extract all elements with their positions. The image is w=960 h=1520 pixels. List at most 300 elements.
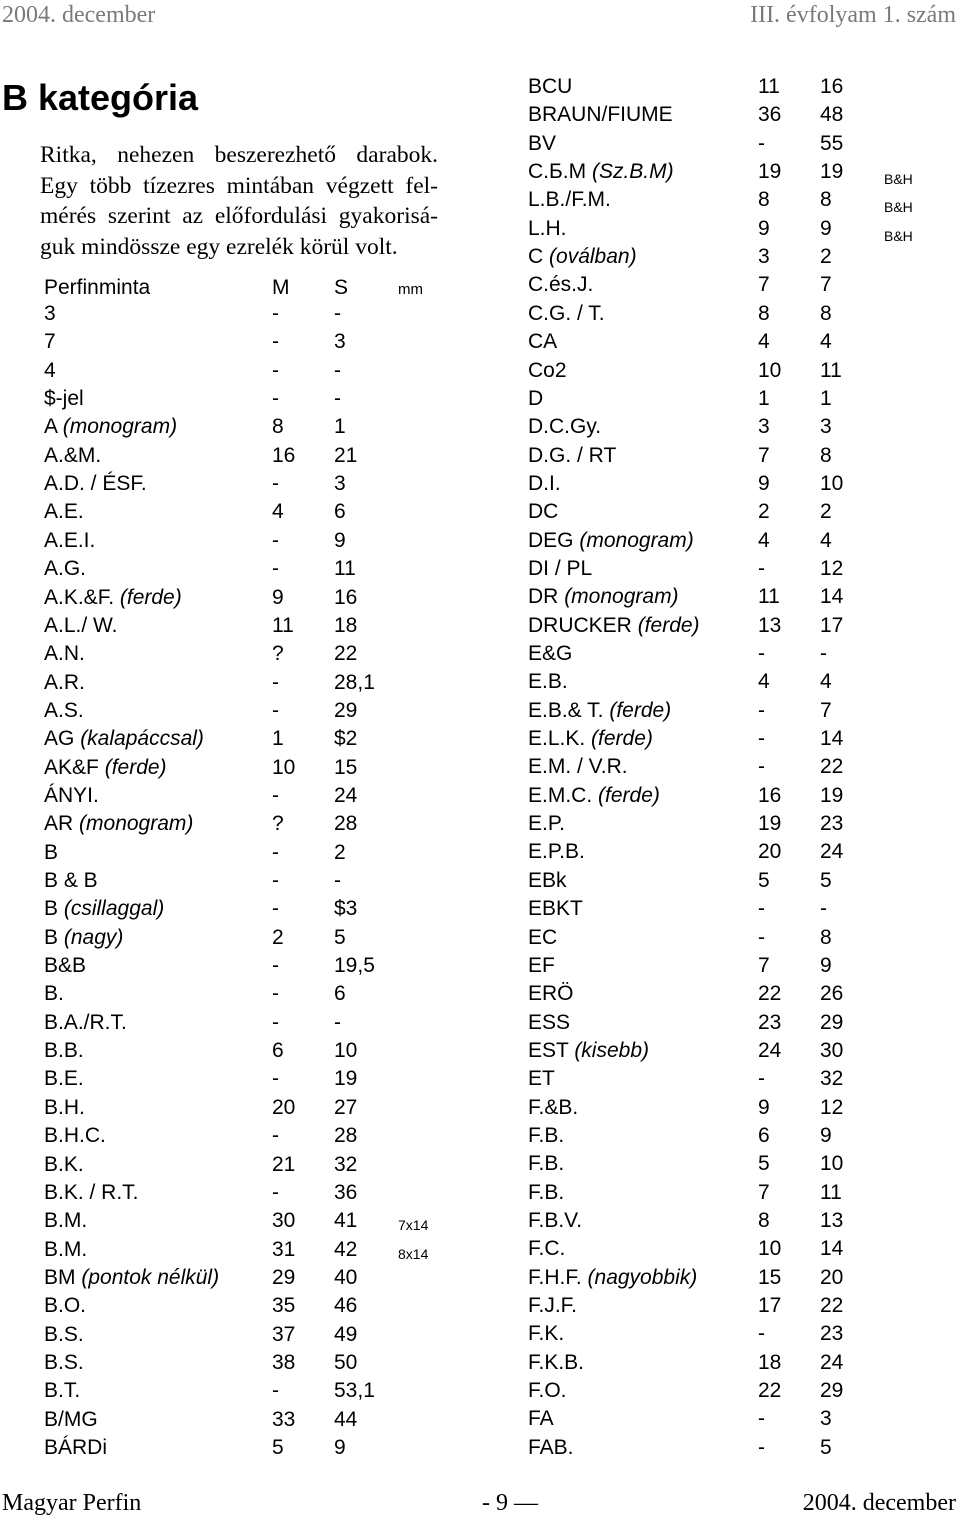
perfin-name-text: B.H.C. xyxy=(44,1124,106,1148)
perfin-name-text: A.L./ W. xyxy=(44,613,118,637)
perfin-name xyxy=(528,640,572,668)
value-s: 36 xyxy=(334,1180,358,1204)
table-row xyxy=(44,470,464,498)
table-row xyxy=(44,442,464,470)
perfin-name-text: EC xyxy=(528,925,558,949)
value-s: - xyxy=(334,302,341,325)
perfin-name-text: C.G. / T. xyxy=(528,301,605,325)
value-m: 9 xyxy=(758,471,770,495)
value-s: 11 xyxy=(334,557,356,581)
table-row xyxy=(44,1349,464,1377)
footer-page-number: - 9 — xyxy=(482,1490,538,1516)
perfin-name-text: F.J.F. xyxy=(528,1294,578,1318)
value-s: 29 xyxy=(820,1379,844,1403)
perfin-name xyxy=(528,470,561,498)
perfin-name xyxy=(44,1377,80,1405)
perfin-name-text: B xyxy=(44,840,59,864)
value-m: 7 xyxy=(758,1180,770,1204)
table-row xyxy=(528,328,928,356)
value-m: 8 xyxy=(758,188,770,212)
perfin-description: (monogram) xyxy=(564,585,679,609)
value-m: - xyxy=(272,869,279,892)
perfin-name xyxy=(528,583,679,611)
perfin-name xyxy=(44,782,99,810)
perfin-name-text: ERÖ xyxy=(528,982,574,1006)
value-s: - xyxy=(334,358,341,382)
perfin-description: (ferde) xyxy=(119,585,182,609)
table-row xyxy=(528,186,928,214)
perfin-name-text: ET xyxy=(528,1067,555,1091)
perfin-name-text: BM xyxy=(44,1265,76,1289)
value-m: - xyxy=(758,1322,765,1346)
perfin-name xyxy=(44,867,98,895)
value-s: 5 xyxy=(334,925,346,949)
perfin-name-text: FA xyxy=(528,1407,554,1431)
perfin-name xyxy=(44,1009,127,1037)
value-s: 8 xyxy=(820,925,832,949)
perfin-name xyxy=(44,669,85,697)
value-m: 10 xyxy=(758,358,782,382)
perfin-name-text: DRUCKER xyxy=(528,613,632,637)
perfin-name-text: E.L.K. xyxy=(528,727,586,751)
value-s: 13 xyxy=(820,1209,844,1232)
table-row xyxy=(44,1321,464,1349)
perfin-name xyxy=(528,1264,697,1292)
value-s: 14 xyxy=(820,727,844,751)
table-row xyxy=(528,980,928,1008)
value-m: 1 xyxy=(272,727,284,751)
table-row xyxy=(44,1377,464,1405)
value-m: - xyxy=(272,528,279,552)
perfin-name-text: Co2 xyxy=(528,358,567,382)
table-row xyxy=(528,640,928,668)
perfin-name xyxy=(528,385,543,413)
perfin-name-text: EST xyxy=(528,1038,569,1062)
perfin-name-text: BRAUN/FIUME xyxy=(528,103,673,127)
value-s: 14 xyxy=(820,1237,844,1261)
value-s: 11 xyxy=(820,1180,842,1204)
value-m: - xyxy=(758,698,765,722)
perfin-name-text: A.R. xyxy=(44,670,85,694)
perfin-name xyxy=(44,810,193,838)
value-m: 8 xyxy=(758,1209,770,1232)
value-m: 9 xyxy=(758,1095,770,1119)
table-row xyxy=(528,527,928,555)
perfin-name xyxy=(44,1434,107,1462)
table-row xyxy=(528,271,928,299)
value-m: 7 xyxy=(758,273,770,297)
perfin-name xyxy=(44,385,84,413)
perfin-name-text: A.N. xyxy=(44,642,85,666)
value-s: 3 xyxy=(334,330,346,354)
perfin-name xyxy=(528,498,558,526)
value-s: 12 xyxy=(820,556,844,580)
value-s: - xyxy=(820,897,827,921)
value-m: 24 xyxy=(758,1038,782,1062)
perfin-name xyxy=(44,1321,84,1349)
perfin-name xyxy=(44,1349,84,1377)
perfin-name xyxy=(44,1065,84,1093)
table-row xyxy=(528,470,928,498)
perfin-name xyxy=(44,1292,86,1320)
table-row xyxy=(528,668,928,696)
perfin-name xyxy=(44,584,182,612)
value-m: 9 xyxy=(272,585,284,609)
table-row xyxy=(44,498,464,526)
value-m: 2 xyxy=(272,925,284,949)
table-row xyxy=(44,754,464,782)
perfin-name-text: AR xyxy=(44,812,74,836)
value-s: 7 xyxy=(820,273,832,297)
value-m: - xyxy=(272,387,279,411)
perfin-name-text: E.B. xyxy=(528,670,568,694)
value-s: 42 xyxy=(334,1237,358,1261)
value-s: 9 xyxy=(334,528,346,552)
table-row xyxy=(528,1292,928,1320)
perfin-name-text: AK&F xyxy=(44,755,99,779)
value-m: 1 xyxy=(758,386,770,410)
table-row xyxy=(528,385,928,413)
value-m: 3 xyxy=(758,415,770,439)
value-s: 3 xyxy=(334,472,346,496)
table-row xyxy=(528,1320,928,1348)
perfin-name-text: A.S. xyxy=(44,698,84,722)
perfin-name xyxy=(528,1235,565,1263)
table-row xyxy=(44,1406,464,1434)
value-s: 18 xyxy=(334,613,358,637)
perfin-name-text: E.B.& T. xyxy=(528,698,604,722)
perfin-name xyxy=(528,555,592,583)
value-s: 8 xyxy=(820,188,832,212)
table-row xyxy=(44,300,464,328)
value-s: - xyxy=(820,642,827,665)
value-m: - xyxy=(272,302,279,325)
value-m: 30 xyxy=(272,1209,296,1233)
perfin-name-text: B.S. xyxy=(44,1322,84,1346)
table-row xyxy=(528,73,928,101)
value-m: - xyxy=(272,557,279,581)
value-s: - xyxy=(334,869,341,892)
perfin-name-text: F.B. xyxy=(528,1152,565,1176)
perfin-name-text: BCU xyxy=(528,75,573,98)
value-s: 12 xyxy=(820,1095,844,1119)
perfin-name xyxy=(528,782,660,810)
value-m: - xyxy=(758,755,765,779)
column-header-mm: mm xyxy=(398,281,423,298)
value-m: 4 xyxy=(758,528,770,552)
table-row xyxy=(528,1037,928,1065)
value-s: 30 xyxy=(820,1038,844,1062)
perfin-name-text: B.M. xyxy=(44,1237,88,1261)
header-date: 2004. december xyxy=(2,2,156,28)
value-s: 4 xyxy=(820,528,832,552)
value-m: 22 xyxy=(758,1379,782,1403)
perfin-name xyxy=(528,697,671,725)
table-row xyxy=(528,498,928,526)
perfin-name xyxy=(528,1434,574,1462)
value-s: $2 xyxy=(334,727,358,751)
perfin-name-text: D xyxy=(528,386,544,410)
value-note: B&H xyxy=(884,199,913,216)
value-s: 8 xyxy=(820,301,832,325)
value-s: 3 xyxy=(820,1407,832,1431)
value-s: 41 xyxy=(334,1209,358,1233)
table-row xyxy=(528,725,928,753)
perfin-name xyxy=(44,357,56,385)
value-m: 4 xyxy=(272,500,284,524)
perfin-name xyxy=(44,640,85,668)
perfin-name xyxy=(528,810,565,838)
value-m: 11 xyxy=(758,585,780,609)
value-m: - xyxy=(272,1180,279,1204)
value-s: 53,1 xyxy=(334,1379,375,1403)
perfin-name-text: A.D. / ÉSF. xyxy=(44,472,147,496)
table-row xyxy=(44,810,464,838)
value-s: 1 xyxy=(334,415,346,439)
perfin-name xyxy=(528,73,572,101)
intro-line: mérés szerint az előfordulási gyakorisá- xyxy=(40,203,438,229)
page-title: B kategória xyxy=(2,77,199,118)
perfin-name-text: B.H. xyxy=(44,1095,85,1119)
value-s: 44 xyxy=(334,1407,358,1431)
value-s: 10 xyxy=(334,1039,358,1063)
table-row xyxy=(44,1434,464,1462)
value-m: 23 xyxy=(758,1010,782,1034)
table-row xyxy=(528,1405,928,1433)
value-s: 2 xyxy=(820,500,832,524)
value-s: 21 xyxy=(334,443,358,467)
perfin-name-text: B.O. xyxy=(44,1294,87,1318)
perfin-name-text: B.B. xyxy=(44,1039,84,1063)
perfin-name-text: B xyxy=(44,925,59,949)
perfin-name xyxy=(528,271,593,299)
table-row xyxy=(528,300,928,328)
value-m: 4 xyxy=(758,330,770,354)
value-m: 3 xyxy=(758,245,770,269)
value-m: 5 xyxy=(272,1436,284,1459)
value-m: - xyxy=(272,1124,279,1148)
perfin-name xyxy=(528,895,583,923)
value-note: B&H xyxy=(884,171,913,188)
perfin-name xyxy=(528,413,601,441)
table-row xyxy=(44,839,464,867)
table-row xyxy=(528,697,928,725)
value-s: 1 xyxy=(820,386,832,410)
intro-line: Ritka, nehezen beszerezhető darabok. xyxy=(40,142,438,168)
table-row xyxy=(528,1094,928,1122)
value-m: 20 xyxy=(758,840,782,864)
table-row xyxy=(44,952,464,980)
value-s: 32 xyxy=(334,1152,358,1176)
perfin-name-text: A.E. xyxy=(44,500,84,524)
value-m: 11 xyxy=(758,75,780,98)
table-row xyxy=(528,101,928,129)
perfin-name-text: F.&B. xyxy=(528,1095,579,1119)
value-m: 38 xyxy=(272,1350,296,1374)
value-s: 49 xyxy=(334,1322,358,1346)
perfin-name xyxy=(44,1179,139,1207)
table-row xyxy=(44,1009,464,1037)
value-s: 8 xyxy=(820,443,832,467)
value-s: 10 xyxy=(820,471,844,495)
perfin-name-text: F.B.V. xyxy=(528,1209,583,1232)
value-s: 4 xyxy=(820,670,832,694)
value-s: 55 xyxy=(820,131,844,155)
value-m: - xyxy=(758,925,765,949)
perfin-name xyxy=(528,1065,555,1093)
perfin-name-text: L.H. xyxy=(528,216,567,240)
perfin-name-text: BV xyxy=(528,131,557,155)
value-m: - xyxy=(758,1407,765,1431)
table-row xyxy=(44,1236,464,1264)
value-m: - xyxy=(272,1010,279,1034)
perfin-name xyxy=(44,498,84,526)
perfin-name xyxy=(528,527,694,555)
value-s: 2 xyxy=(334,840,346,864)
value-m: 33 xyxy=(272,1407,296,1431)
perfin-description: (csillaggal) xyxy=(63,897,165,921)
perfin-name-text: B.S. xyxy=(44,1350,84,1374)
value-m: - xyxy=(272,840,279,864)
table-row xyxy=(44,640,464,668)
perfin-name-text: B.E. xyxy=(44,1067,84,1091)
table-row xyxy=(44,413,464,441)
perfin-description: (pontok nélkül) xyxy=(81,1265,220,1289)
perfin-name xyxy=(44,980,64,1008)
perfin-name-text: 4 xyxy=(44,358,56,382)
perfin-name xyxy=(44,527,95,555)
perfin-name xyxy=(44,1151,84,1179)
column-header-name: Perfinminta xyxy=(44,276,151,299)
perfin-name-text: B.T. xyxy=(44,1379,81,1403)
perfin-name xyxy=(528,867,567,895)
value-m: - xyxy=(272,670,279,694)
value-note: 8x14 xyxy=(398,1245,429,1262)
perfin-name-text: CA xyxy=(528,330,558,354)
value-s: 15 xyxy=(334,755,358,779)
table-row xyxy=(44,725,464,753)
perfin-name-text: E.P. xyxy=(528,812,565,836)
perfin-name xyxy=(44,612,118,640)
perfin-name-text: B/MG xyxy=(44,1407,98,1431)
perfin-name xyxy=(528,612,700,640)
value-s: $3 xyxy=(334,897,358,921)
value-s: 22 xyxy=(820,755,844,779)
intro-line: guk mindössze egy ezrelék körül volt. xyxy=(40,233,398,260)
perfin-name-text: B. xyxy=(44,982,64,1006)
value-s: 19 xyxy=(820,783,844,807)
perfin-name-text: A.K.&F. xyxy=(44,585,115,609)
value-s: 3 xyxy=(820,415,832,439)
perfin-name-text: EF xyxy=(528,953,555,977)
perfin-name xyxy=(528,442,616,470)
value-m: 10 xyxy=(272,755,296,779)
value-note: B&H xyxy=(884,227,913,244)
table-row xyxy=(44,1094,464,1122)
perfin-name xyxy=(528,300,605,328)
value-m: 22 xyxy=(758,982,782,1006)
perfin-name xyxy=(528,1009,570,1037)
perfin-description: (ferde) xyxy=(104,755,167,779)
perfin-name xyxy=(528,753,628,781)
table-row xyxy=(528,1434,928,1462)
intro-line: Egy több tízezres mintában végzett fel- xyxy=(40,172,438,199)
value-m: 18 xyxy=(758,1350,782,1374)
value-m: - xyxy=(272,1067,279,1091)
perfin-name xyxy=(528,1320,564,1348)
perfin-name-text: EBKT xyxy=(528,897,583,921)
perfin-name xyxy=(44,895,164,923)
value-m: 10 xyxy=(758,1237,782,1261)
perfin-name-text: F.B. xyxy=(528,1123,565,1147)
perfin-name-text: $-jel xyxy=(44,387,84,411)
value-s: 9 xyxy=(820,953,832,977)
table-row xyxy=(44,1292,464,1320)
perfin-name-text: F.K. xyxy=(528,1322,565,1346)
perfin-name-text: C.Б.M xyxy=(528,160,587,184)
perfin-name xyxy=(44,1264,219,1292)
perfin-name-text: ESS xyxy=(528,1010,571,1034)
value-s: 9 xyxy=(820,1123,832,1147)
value-s: 11 xyxy=(820,358,842,382)
value-m: 11 xyxy=(272,613,294,637)
value-note: 7x14 xyxy=(398,1217,429,1234)
value-s: 24 xyxy=(820,1350,844,1374)
value-s: 16 xyxy=(820,75,844,98)
value-m: - xyxy=(758,556,765,580)
value-s: 9 xyxy=(334,1436,346,1459)
value-m: - xyxy=(272,982,279,1006)
perfin-name-text: ÁNYI. xyxy=(44,783,99,807)
perfin-name-text: DC xyxy=(528,500,559,524)
table-row xyxy=(44,555,464,583)
value-s: 24 xyxy=(820,840,844,864)
perfin-description: (kalapáccsal) xyxy=(80,727,204,751)
value-m: - xyxy=(272,330,279,354)
value-m: 4 xyxy=(758,670,770,694)
perfin-name xyxy=(44,470,147,498)
value-m: 8 xyxy=(758,301,770,325)
perfin-description: (Sz.B.M) xyxy=(591,160,674,184)
value-m: 2 xyxy=(758,500,770,524)
table-row xyxy=(44,782,464,810)
table-row xyxy=(528,357,928,385)
table-row xyxy=(528,130,928,158)
footer-date: 2004. december xyxy=(802,1490,956,1516)
perfin-description: (monogram) xyxy=(579,528,694,552)
table-row xyxy=(528,1349,928,1377)
table-row xyxy=(528,158,928,186)
value-m: 6 xyxy=(272,1039,284,1063)
perfin-name-text: B.K. xyxy=(44,1152,84,1176)
column-header-m: M xyxy=(272,276,290,299)
perfin-name-text: EBk xyxy=(528,868,567,892)
table-row xyxy=(44,385,464,413)
perfin-name xyxy=(44,300,56,328)
value-m: 5 xyxy=(758,1152,770,1176)
table-row xyxy=(44,697,464,725)
perfin-name-text: F.B. xyxy=(528,1180,565,1204)
perfin-name xyxy=(528,158,674,186)
value-s: 24 xyxy=(334,783,358,807)
table-row xyxy=(44,1179,464,1207)
perfin-name-text: D.G. / RT xyxy=(528,443,617,467)
value-m: 36 xyxy=(758,103,782,127)
perfin-name-text: F.O. xyxy=(528,1379,567,1403)
value-m: 19 xyxy=(758,812,782,836)
table-row xyxy=(528,442,928,470)
value-m: ? xyxy=(272,642,284,666)
